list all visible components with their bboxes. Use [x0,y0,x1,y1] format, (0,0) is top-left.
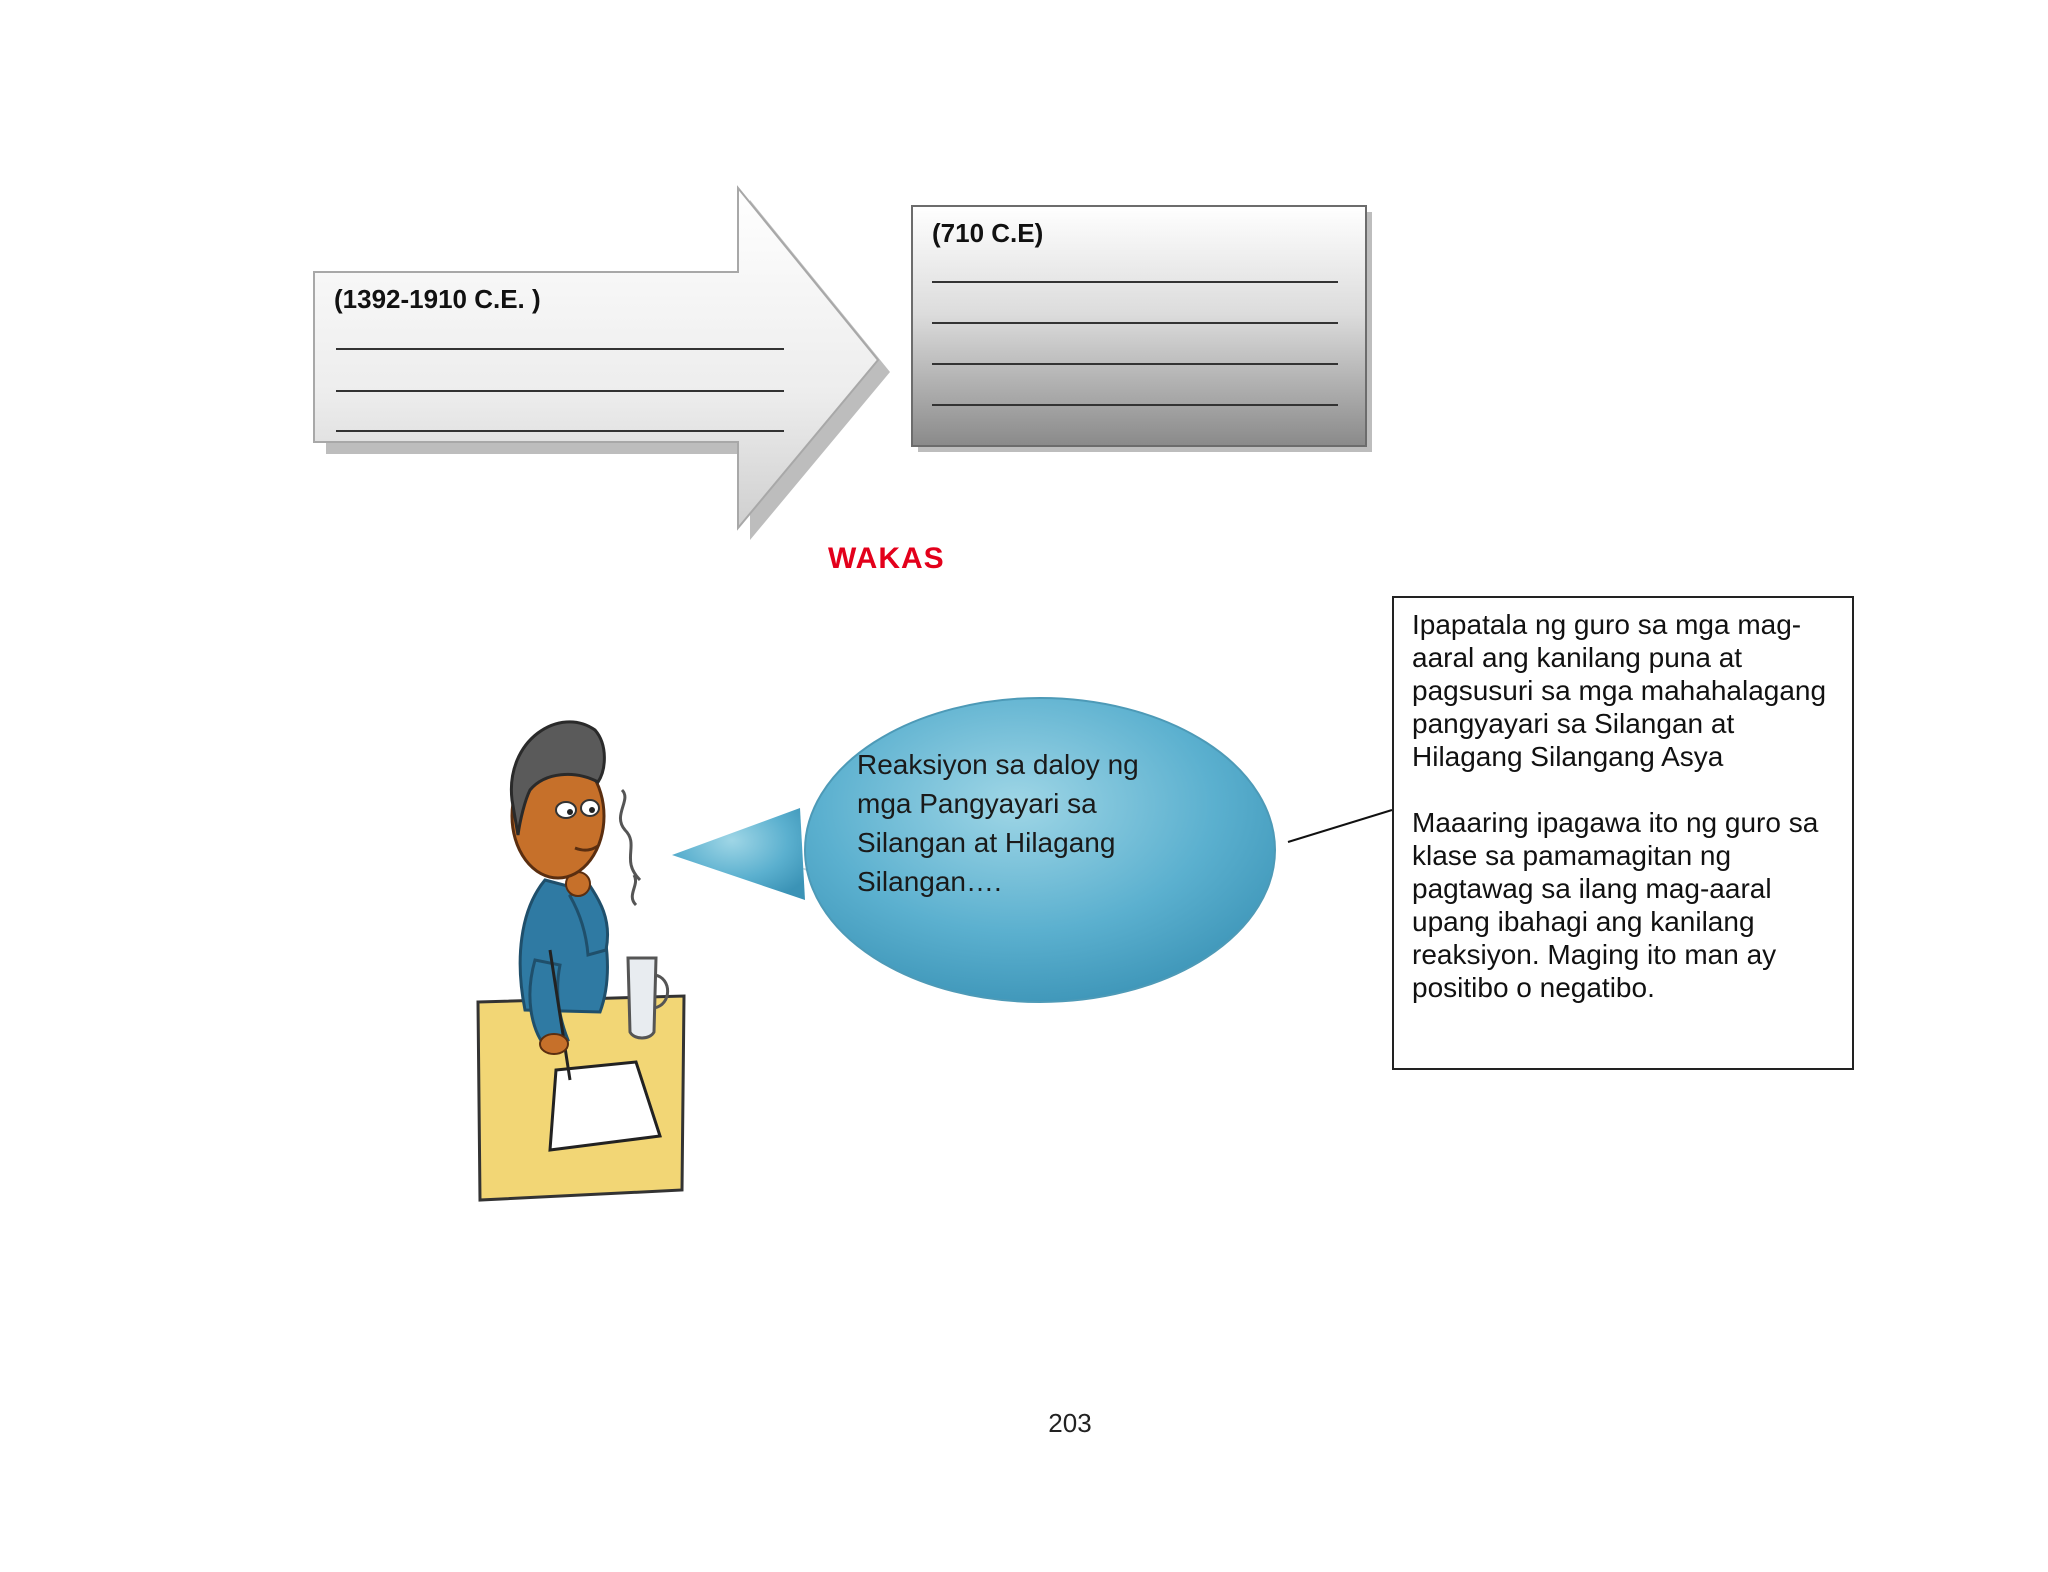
teacher-note-paragraph-1: Ipapatala ng guro sa mga mag-aaral ang kanilang puna at pagsusuri sa mga mahahalagang pangyayari sa Silangan at Hilagang Silangang Asya [1412,609,1827,772]
teacher-note-box [1392,596,1854,1070]
answer-line [336,348,784,350]
connector-line [1288,810,1392,842]
answer-line [932,281,1338,283]
teacher-note-paragraph-2: Maaaring ipagawa ito ng guro sa klase sa pamamagitan ng pagtawag sa ilang mag-aaral upang ibahagi ang kanilang reaksiyon. Maging ito man ay positibo o negatibo. [1412,807,1819,1003]
arrow-date-label: (1392-1910 C.E. ) [334,284,541,314]
section-heading: WAKAS [828,542,945,575]
timeline-arrow [314,188,890,540]
box-date-label: (710 C.E) [932,218,1044,248]
answer-line [336,430,784,432]
speech-bubble-text: Reaksiyon sa daloy ng mga Pangyayari sa Silangan at Hilagang Silangan…. [857,749,1139,897]
answer-line [932,322,1338,324]
answer-line [932,363,1338,365]
student-illustration [478,722,684,1200]
page-number: 203 [1048,1408,1092,1438]
answer-line [932,404,1338,406]
answer-line [336,390,784,392]
